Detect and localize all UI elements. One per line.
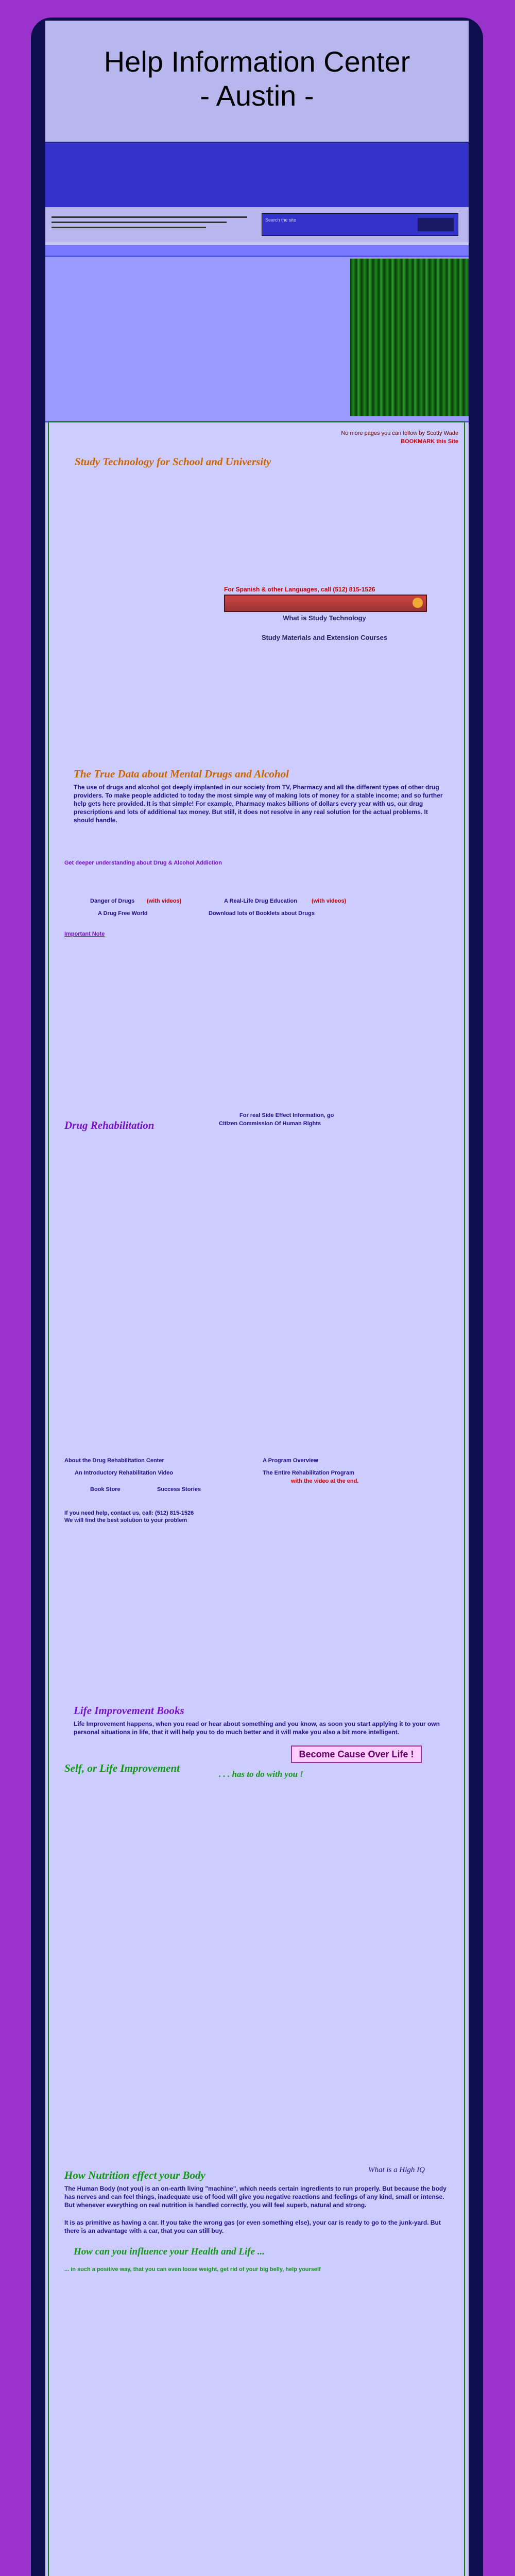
drugfree-link[interactable]: A Drug Free World <box>98 910 148 917</box>
overview-link[interactable]: A Program Overview <box>263 1458 318 1464</box>
search-button[interactable] <box>418 218 454 231</box>
main-content <box>48 421 465 2576</box>
success-stories-link[interactable]: Success Stories <box>157 1486 201 1493</box>
drugs-heading: The True Data about Mental Drugs and Alcohol <box>74 768 289 780</box>
self-improvement-heading: Self, or Life Improvement <box>64 1762 180 1774</box>
page-frame <box>31 18 483 2576</box>
nutrition-heading: How Nutrition effect your Body <box>64 2169 205 2181</box>
side-effect-text: For real Side Effect Information, go <box>239 1112 334 1118</box>
nutrition-body: The Human Body (not you) is an on-earth living "machine", which needs certain ingredients to run properly. But because the body has nerves and can feel things, inadequate use of food will give you negative reactions and feelings of any kind, small or intense. But whenever everything on real nutrition is handled correctly, you will feel superb, natural and strong. <box>64 2185 447 2209</box>
site-subtitle: - Austin - <box>200 79 314 112</box>
reallife-videos: (with videos) <box>312 898 347 904</box>
study-materials-link[interactable]: Study Materials and Extension Courses <box>261 634 388 641</box>
contact-line: If you need help, contact us, call: (512) 815-1526 <box>64 1510 194 1516</box>
influence-heading: How can you influence your Health and Life ... <box>74 2246 265 2257</box>
improvement-body: Life Improvement happens, when you read or hear about something and you know, as soon you start applying it to your own personal situations in life, that it will help you to do much better and it will make you also a bit more intelligent. <box>74 1720 440 1736</box>
download-link[interactable]: Download lots of Booklets about Drugs <box>209 910 315 917</box>
search-tagline: Search the site <box>265 217 297 223</box>
rehab-heading: Drug Rehabilitation <box>64 1119 154 1131</box>
positive-text: ... in such a positive way, that you can even loose weight, get rid of your big belly, help yourself <box>64 2266 321 2273</box>
navigation-bar[interactable] <box>45 142 469 209</box>
improvement-heading: Life Improvement Books <box>74 1704 184 1717</box>
entire-program-link[interactable]: The Entire Rehabilitation Program <box>263 1470 354 1476</box>
intro-video-link[interactable]: An Introductory Rehabilitation Video <box>75 1470 174 1476</box>
study-heading: Study Technology for School and University <box>75 455 271 468</box>
bookmark-link[interactable]: BOOKMARK this Site <box>401 438 458 445</box>
with-video-note: with the video at the end. <box>291 1478 359 1484</box>
nutrition-body-2: It is as primitive as having a car. If you take the wrong gas (or even something else), your car is ready to go to the junk-yard. But there is an advantage with a car, that you can still buy. <box>64 2219 441 2234</box>
language-bar[interactable] <box>224 595 427 612</box>
drugs-body: The use of drugs and alcohol got deeply implanted in our society from TV, Pharmacy and all the different types of other drug providers. To make people addicted to today the most simple way of making lots of money for a stable income; and so further help gets here provided. It is that simple! For example, Pharmacy makes billions of dollars every year with us, our drug prescriptions and lots of additional tax money. But still, it does not resolve in any real solution for the actual problems. It should handle. <box>74 784 443 824</box>
divider <box>45 245 469 256</box>
hero-image <box>350 259 469 416</box>
spanish-line: For Spanish & other Languages, call (512) 815-1526 <box>224 586 375 593</box>
site-title: Help Information Center <box>104 45 410 78</box>
top-notice: No more pages you can follow by Scotty Wade <box>341 430 458 436</box>
cchr-link[interactable]: Citizen Commission Of Human Rights <box>219 1121 321 1127</box>
high-iq-link[interactable]: What is a High IQ <box>368 2166 425 2174</box>
what-is-study-link[interactable]: What is Study Technology <box>283 614 366 622</box>
about-rehab-link[interactable]: About the Drug Rehabilitation Center <box>64 1458 164 1464</box>
get-deeper-link[interactable]: Get deeper understanding about Drug & Alcohol Addiction <box>64 860 222 866</box>
contact-line-2: We will find the best solution to your problem <box>64 1517 187 1523</box>
play-icon <box>413 598 423 608</box>
danger-drugs-link[interactable]: Danger of Drugs <box>90 898 135 904</box>
bookstore-link[interactable]: Book Store <box>90 1486 121 1493</box>
important-note-link[interactable]: Important Note <box>64 931 105 937</box>
become-cause-button[interactable]: Become Cause Over Life ! <box>291 1745 422 1763</box>
search-box[interactable] <box>262 213 458 236</box>
has-to-do-text: . . . has to do with you ! <box>219 1769 303 1779</box>
danger-videos: (with videos) <box>147 898 182 904</box>
decorative-lines <box>52 216 247 232</box>
reallife-link[interactable]: A Real-Life Drug Education <box>224 898 297 904</box>
page-inner <box>45 21 469 2576</box>
